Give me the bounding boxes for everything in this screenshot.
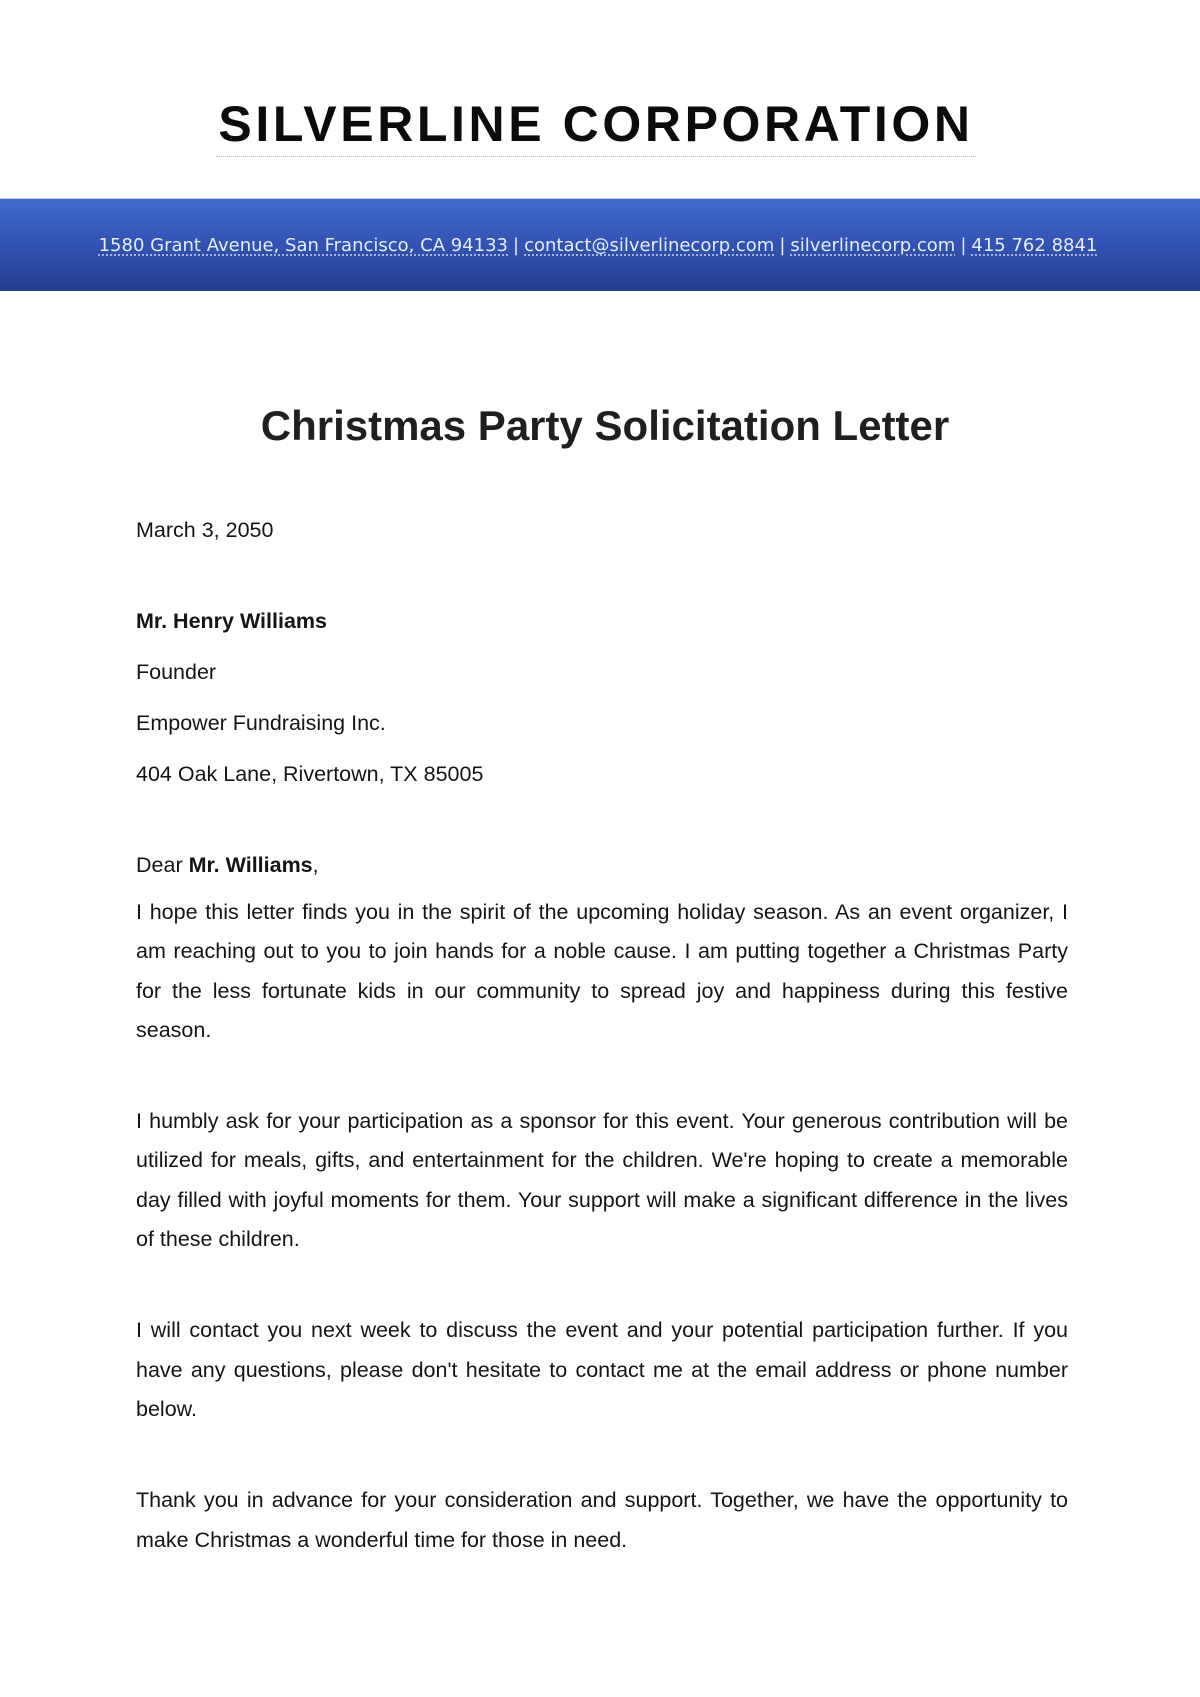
- letterhead: [0, 96, 1200, 157]
- separator: |: [960, 234, 967, 256]
- letter-body: [136, 515, 1068, 1612]
- company-name: SILVERLINE CORPORATION: [216, 96, 975, 157]
- separator: |: [779, 234, 786, 256]
- recipient-address: 404 Oak Lane, Rivertown, TX 85005: [136, 762, 484, 786]
- phone-link[interactable]: 415 762 8841: [971, 234, 1098, 256]
- email-link[interactable]: contact@silverlinecorp.com: [524, 234, 775, 256]
- body-paragraph: I hope this letter finds you in the spirit of the upcoming holiday season. As an event organizer, I am reaching out to you to join hands for a noble cause. I am putting together a Christmas Party for the less fortunate kids in our community to spread joy and happiness during this festive season.: [136, 900, 1068, 1042]
- body-paragraph: I humbly ask for your participation as a sponsor for this event. Your generous contribution will be utilized for meals, gifts, and entertainment for the children. We're hoping to create a memorable day filled with joyful moments for them. Your support will make a significant difference in the lives of these children.: [136, 1109, 1068, 1252]
- salutation-suffix: ,: [312, 853, 319, 877]
- body-paragraph: Thank you in advance for your consideration and support. Together, we have the opportunity to make Christmas a wonderful time for those in need.: [136, 1488, 1068, 1552]
- website-link[interactable]: silverlinecorp.com: [790, 234, 956, 256]
- recipient-position: Founder: [136, 660, 217, 684]
- letter-date: March 3, 2050: [136, 518, 274, 542]
- address-link[interactable]: 1580 Grant Avenue, San Francisco, CA 94133: [98, 234, 508, 256]
- recipient-name: Mr. Henry Williams: [136, 609, 327, 633]
- document-title: Christmas Party Solicitation Letter: [260, 402, 950, 449]
- contact-band: [0, 198, 1200, 291]
- body-paragraph: I will contact you next week to discuss the event and your potential participation further. If you have any questions, please don't hesitate to contact me at the email address or phone number below.: [136, 1318, 1068, 1421]
- salutation-prefix: Dear: [136, 853, 189, 877]
- separator: |: [513, 234, 520, 256]
- contact-info: [99, 235, 1098, 256]
- recipient-company: Empower Fundraising Inc.: [136, 711, 386, 735]
- recipient-block: [136, 606, 1068, 810]
- salutation-name: Mr. Williams: [188, 853, 313, 877]
